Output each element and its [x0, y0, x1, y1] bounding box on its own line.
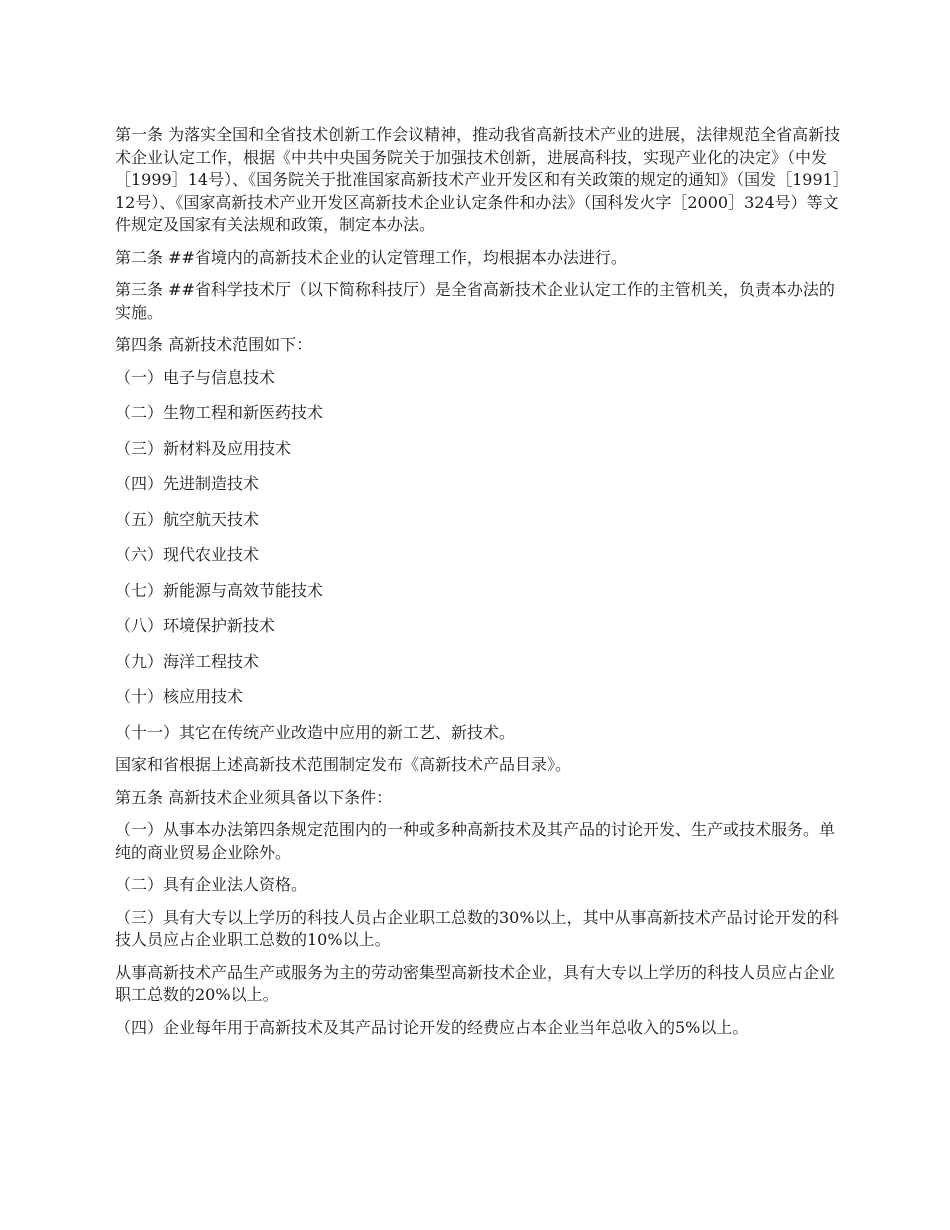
condition-item-1: （一）从事本办法第四条规定范围内的一种或多种高新技术及其产品的讨论开发、生产或技术服务。单纯的商业贸易企业除外。 [115, 820, 836, 862]
tech-scope-item-11: （十一）其它在传统产业改造中应用的新工艺、新技术。 [115, 722, 516, 742]
article-3-paragraph: 第三条 ##省科学技术厅（以下简称科技厅）是全省高新技术企业认定工作的主管机关，负责本办法的实施。 [115, 280, 835, 322]
product-catalog-paragraph: 国家和省根据上述高新技术范围制定发布《高新技术产品目录》。 [115, 755, 572, 774]
document-body [115, 124, 843, 1049]
article-2-paragraph: 第二条 ##省境内的高新技术企业的认定管理工作，均根据本办法进行。 [115, 247, 627, 267]
article-5-paragraph: 第五条 高新技术企业须具备以下条件： [115, 787, 393, 807]
tech-scope-item-2: （二）生物工程和新医药技术 [115, 403, 324, 422]
condition-item-4: （四）企业每年用于高新技术及其产品讨论开发的经费应占本企业当年总收入的5%以上。 [115, 1017, 749, 1037]
condition-item-3: （三）具有大专以上学历的科技人员占企业职工总数的30%以上，其中从事高新技术产品讨论开发的科技人员应占企业职工总数的10%以上。 [115, 907, 839, 949]
tech-scope-item-1: （一）电子与信息技术 [115, 367, 276, 387]
article-4-paragraph: 第四条 高新技术范围如下： [115, 335, 313, 354]
tech-scope-item-4: （四）先进制造技术 [115, 474, 260, 493]
condition-item-3-supplement: 从事高新技术产品生产或服务为主的劳动密集型高新技术企业，具有大专以上学历的科技人员应占企业职工总数的20%以上。 [115, 962, 836, 1004]
tech-scope-item-5: （五）航空航天技术 [115, 509, 260, 529]
tech-scope-item-7: （七）新能源与高效节能技术 [115, 580, 324, 600]
tech-scope-item-8: （八）环境保护新技术 [115, 616, 276, 635]
tech-scope-item-9: （九）海洋工程技术 [115, 651, 260, 671]
tech-scope-item-3: （三）新材料及应用技术 [115, 438, 292, 458]
tech-scope-item-10: （十）核应用技术 [115, 687, 244, 706]
tech-scope-item-6: （六）现代农业技术 [115, 545, 260, 564]
article-1-paragraph: 第一条 为落实全国和全省技术创新工作会议精神，推动我省高新技术产业的进展，法律规范全省高新技术企业认定工作，根据《中共中央国务院关于加强技术创新，进展高科技，实现产业化的决定》（中发［1999］14号）、《国务院关于批准国家高新技术产业开发区和有关政策的规定的通知》（国发［1991］12号）、《国家高新技术产业开发区高新技术企业认定条件和办法》（国科发火字［2000］324号）等文件规定及国家有关法规和政策，制定本办法。 [115, 125, 841, 234]
condition-item-2: （二）具有企业法人资格。 [115, 875, 308, 894]
